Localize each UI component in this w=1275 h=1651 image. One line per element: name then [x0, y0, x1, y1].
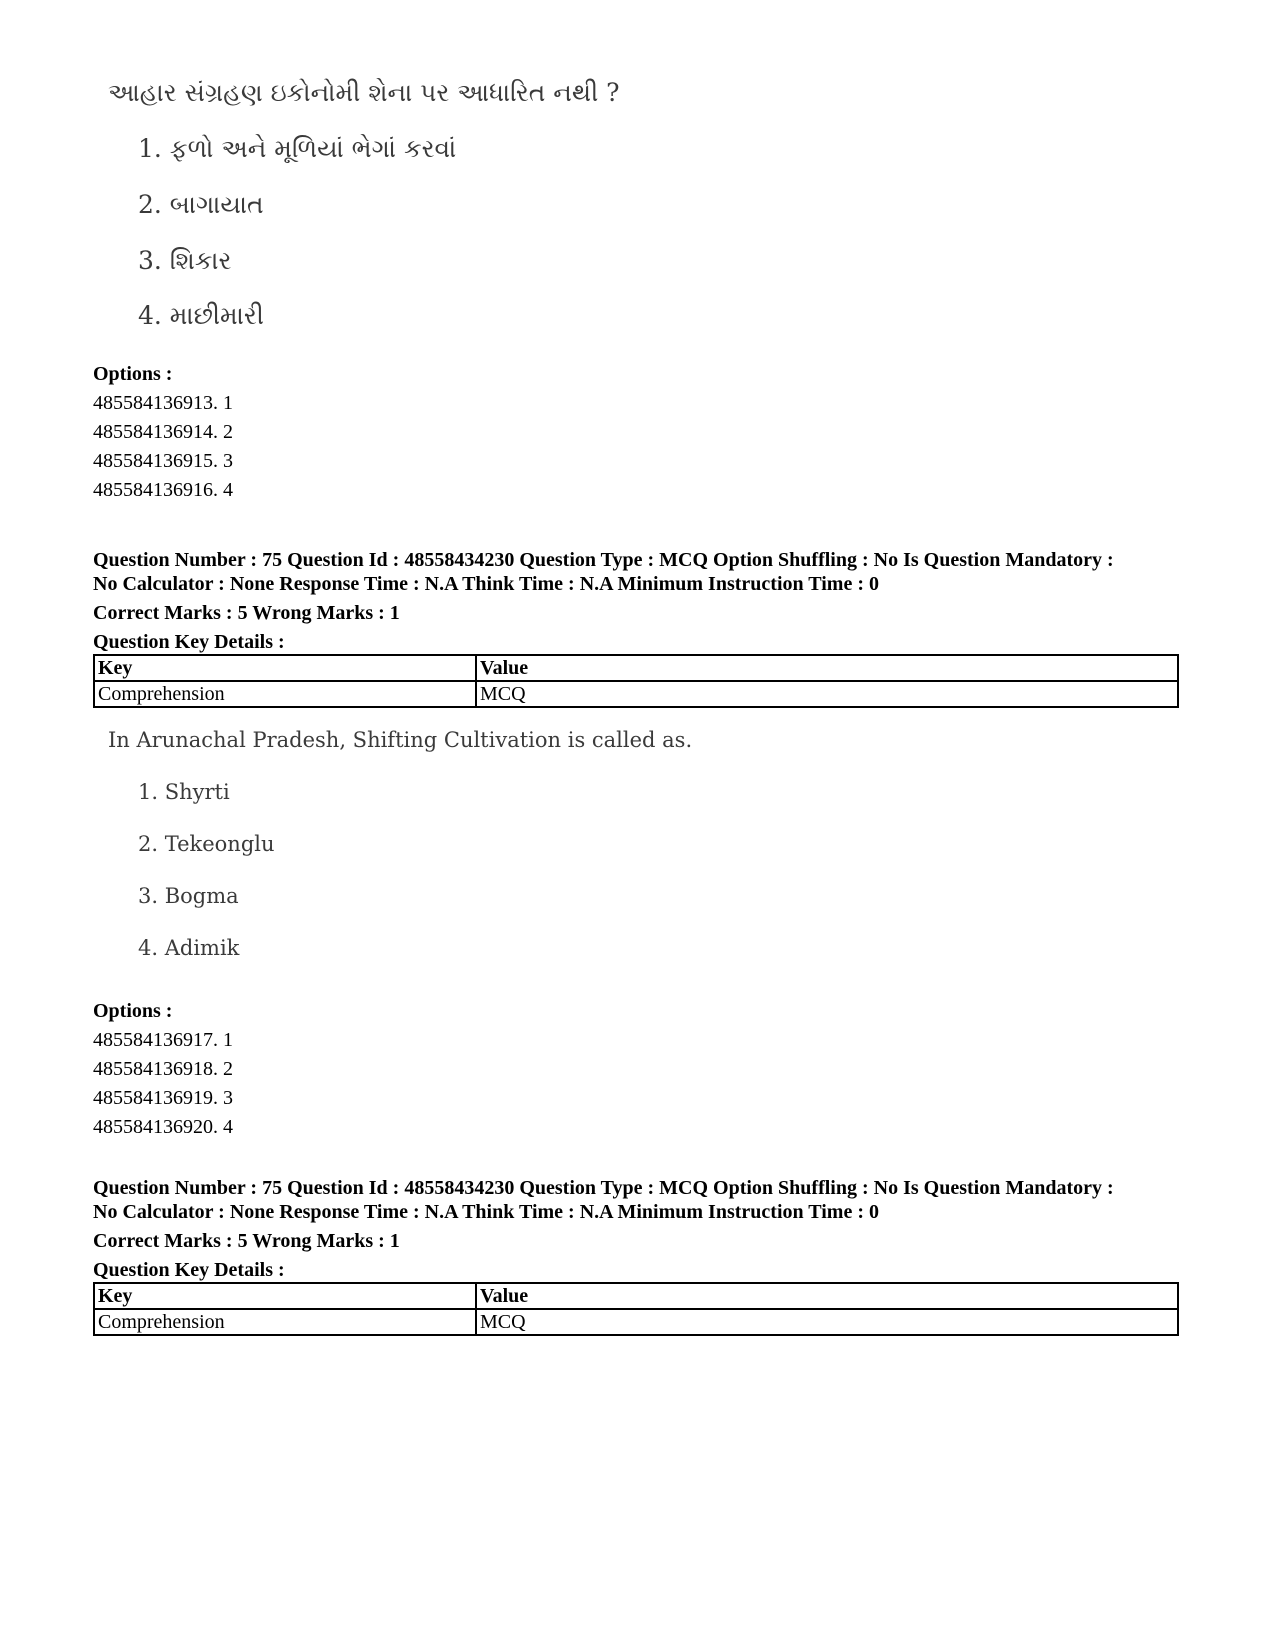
table-row — [94, 681, 1178, 707]
option-item: 485584136917. 1 — [93, 1029, 233, 1051]
table-cell: Comprehension — [94, 1309, 476, 1335]
table-header-cell: Key — [94, 655, 476, 681]
question-choice: 1. Shyrti — [138, 780, 230, 804]
question-choice: 3. શિકાર — [138, 246, 232, 275]
table-header-cell: Value — [476, 655, 1178, 681]
question-choice: 2. બાગાયાત — [138, 190, 264, 219]
question-meta — [93, 1176, 1193, 1282]
question-image-gujarati — [108, 72, 708, 352]
question-choice: 1. ફળો અને મૂળિયાં ભેગાં કરવાં — [138, 134, 457, 163]
table-header-row — [94, 1283, 1178, 1309]
key-details-table — [93, 1282, 1179, 1336]
key-details-label: Question Key Details : — [93, 631, 285, 653]
options-list — [93, 997, 233, 1142]
options-label: Options : — [93, 363, 173, 385]
table-cell: MCQ — [476, 1309, 1178, 1335]
option-item: 485584136918. 2 — [93, 1058, 233, 1080]
option-item: 485584136916. 4 — [93, 479, 233, 501]
table-cell: Comprehension — [94, 681, 476, 707]
question-choice: 2. Tekeonglu — [138, 832, 275, 856]
option-item: 485584136914. 2 — [93, 421, 233, 443]
question-text: In Arunachal Pradesh, Shifting Cultivation is called as. — [108, 728, 693, 752]
marks-line: Correct Marks : 5 Wrong Marks : 1 — [93, 602, 400, 624]
option-item: 485584136915. 3 — [93, 450, 233, 472]
question-text: આહાર સંગ્રહણ ઇકોનોમી શેના પર આધારિત નથી ? — [108, 78, 620, 107]
meta-line: No Calculator : None Response Time : N.A Think Time : N.A Minimum Instruction Time : 0 — [93, 573, 879, 595]
options-label: Options : — [93, 1000, 173, 1022]
table-header-cell: Value — [476, 1283, 1178, 1309]
meta-line: Question Number : 75 Question Id : 48558434230 Question Type : MCQ Option Shuffling : No Is Question Mandatory : — [93, 1177, 1114, 1199]
options-list — [93, 360, 233, 505]
question-choice: 4. Adimik — [138, 936, 240, 960]
table-row — [94, 1309, 1178, 1335]
table-cell: MCQ — [476, 681, 1178, 707]
key-details-label: Question Key Details : — [93, 1259, 285, 1281]
question-image-english — [108, 728, 708, 978]
meta-line: Question Number : 75 Question Id : 48558434230 Question Type : MCQ Option Shuffling : No Is Question Mandatory : — [93, 549, 1114, 571]
option-item: 485584136913. 1 — [93, 392, 233, 414]
option-item: 485584136920. 4 — [93, 1116, 233, 1138]
option-item: 485584136919. 3 — [93, 1087, 233, 1109]
meta-line: No Calculator : None Response Time : N.A Think Time : N.A Minimum Instruction Time : 0 — [93, 1201, 879, 1223]
question-choice: 3. Bogma — [138, 884, 239, 908]
marks-line: Correct Marks : 5 Wrong Marks : 1 — [93, 1230, 400, 1252]
table-header-cell: Key — [94, 1283, 476, 1309]
key-details-table — [93, 654, 1179, 708]
table-header-row — [94, 655, 1178, 681]
question-meta — [93, 548, 1193, 654]
question-choice: 4. માછીમારી — [138, 301, 264, 330]
